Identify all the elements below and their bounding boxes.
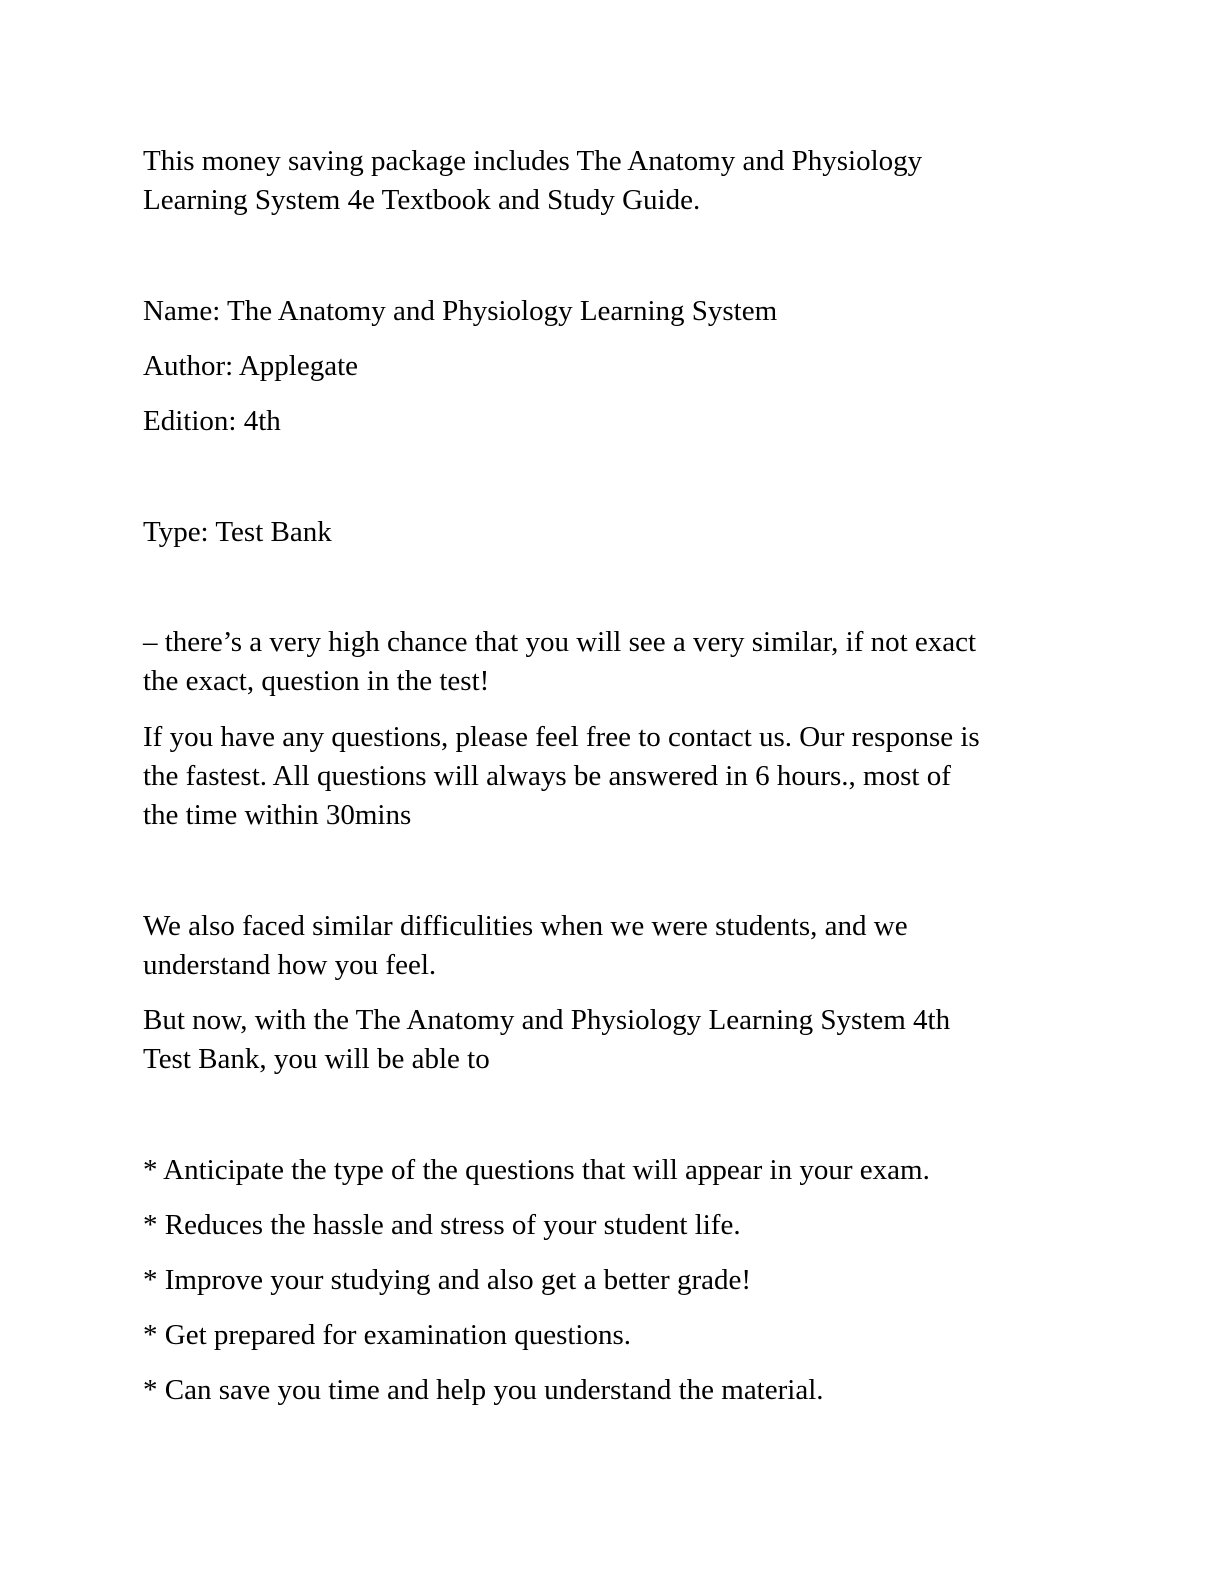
edition-field: Edition: 4th <box>143 405 281 437</box>
bullet-item: * Get prepared for examination questions. <box>143 1319 632 1351</box>
bullet-item: * Can save you time and help you understand the material. <box>143 1374 824 1406</box>
bullet-item: * Improve your studying and also get a better grade! <box>143 1264 752 1296</box>
now-paragraph: But now, with the The Anatomy and Physiology Learning System 4th Test Bank, you will be able to <box>143 1004 951 1075</box>
contact-paragraph: If you have any questions, please feel free to contact us. Our response is the fastest. All questions will always be answered in 6 hours., most of the time within 30mins <box>143 721 980 831</box>
name-field: Name: The Anatomy and Physiology Learning System <box>143 295 778 327</box>
intro-paragraph: This money saving package includes The Anatomy and Physiology Learning System 4e Textbook and Study Guide. <box>143 145 923 216</box>
chance-paragraph: – there’s a very high chance that you will see a very similar, if not exact the exact, question in the test! <box>143 626 977 697</box>
bullet-item: * Anticipate the type of the questions that will appear in your exam. <box>143 1154 930 1186</box>
bullet-item: * Reduces the hassle and stress of your student life. <box>143 1209 741 1241</box>
author-field: Author: Applegate <box>143 350 359 382</box>
type-field: Type: Test Bank <box>143 516 332 548</box>
students-paragraph: We also faced similar difficulities when we were students, and we understand how you feel. <box>143 910 908 981</box>
